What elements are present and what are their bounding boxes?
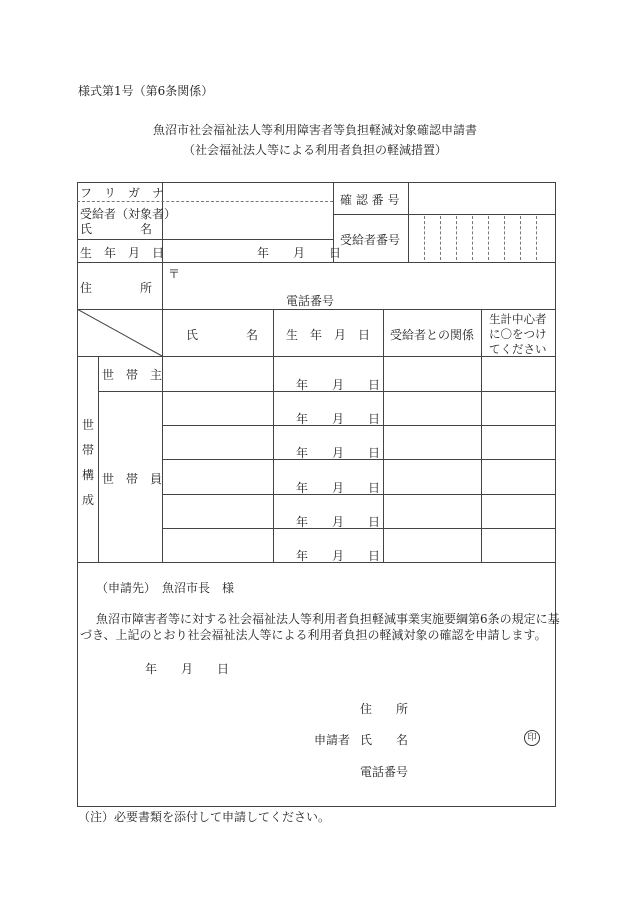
section-char-2: 帯 — [82, 443, 95, 457]
row-date: 年 月 日 — [296, 446, 381, 460]
name-label: 氏 名 — [80, 222, 153, 236]
row-date: 年 月 日 — [296, 481, 381, 495]
postal-mark: 〒 — [168, 267, 181, 281]
col-mark-header-3: てください — [489, 342, 547, 356]
footnote: （注）必要書類を添付して申請してください。 — [78, 810, 331, 824]
address-label: 住 所 — [80, 281, 153, 295]
recipient-number-field[interactable] — [409, 215, 555, 262]
seal-icon: 印 — [524, 730, 540, 746]
household-head-label: 世 帯 主 — [102, 368, 163, 382]
address-field[interactable] — [180, 263, 550, 289]
household-member-label: 世 帯 員 — [102, 472, 163, 486]
applicant-label: 申請者 — [314, 733, 351, 747]
confirm-number-field[interactable] — [409, 183, 555, 214]
declaration-line-2: づき、上記のとおり社会福祉法人等による利用者負担の軽減対象の確認を申請します。 — [80, 628, 547, 642]
col-birth-header: 生 年 月 日 — [286, 328, 371, 342]
birthdate-label: 生 年 月 日 — [80, 246, 165, 260]
col-mark-header-2: に〇をつけ — [489, 327, 547, 341]
form-subtitle: （社会福祉法人等による利用者負担の軽減措置） — [182, 143, 447, 157]
declaration-date: 年 月 日 — [145, 662, 230, 676]
furigana-field[interactable] — [163, 183, 333, 201]
form-number: 様式第1号（第6条関係） — [78, 84, 214, 98]
diagonal-line — [77, 309, 163, 357]
form-title: 魚沼市社会福祉法人等利用障害者等負担軽減対象確認申請書 — [152, 123, 477, 137]
row-date: 年 月 日 — [296, 549, 381, 563]
furigana-label: フ リ ガ ナ — [80, 186, 165, 200]
section-char-3: 構 — [82, 468, 95, 482]
row-date: 年 月 日 — [296, 378, 381, 392]
col-name-header: 氏 名 — [186, 328, 259, 342]
section-char-4: 成 — [82, 493, 95, 507]
row-date: 年 月 日 — [296, 412, 381, 426]
row-date: 年 月 日 — [296, 515, 381, 529]
recipient-number-label: 受給者番号 — [340, 233, 401, 247]
birthdate-value: 年 月 日 — [257, 246, 342, 260]
col-mark-header-1: 生計中心者 — [489, 312, 547, 326]
col-relation-header: 受給者との関係 — [390, 328, 475, 342]
applicant-name-label: 氏 名 — [360, 733, 409, 747]
recipient-label: 受給者（対象者） — [80, 207, 177, 221]
declaration-line-1: 魚沼市障害者等に対する社会福祉法人等利用者負担軽減事業実施要綱第6条の規定に基 — [96, 612, 560, 626]
phone-label: 電話番号 — [286, 294, 335, 308]
applicant-phone-label: 電話番号 — [360, 765, 409, 779]
section-char-1: 世 — [82, 418, 95, 432]
recipient-name-field[interactable] — [163, 202, 333, 239]
application-to: （申請先） 魚沼市長 様 — [96, 581, 235, 595]
confirm-number-label: 確 認 番 号 — [340, 193, 400, 207]
applicant-address-label: 住 所 — [360, 702, 409, 716]
